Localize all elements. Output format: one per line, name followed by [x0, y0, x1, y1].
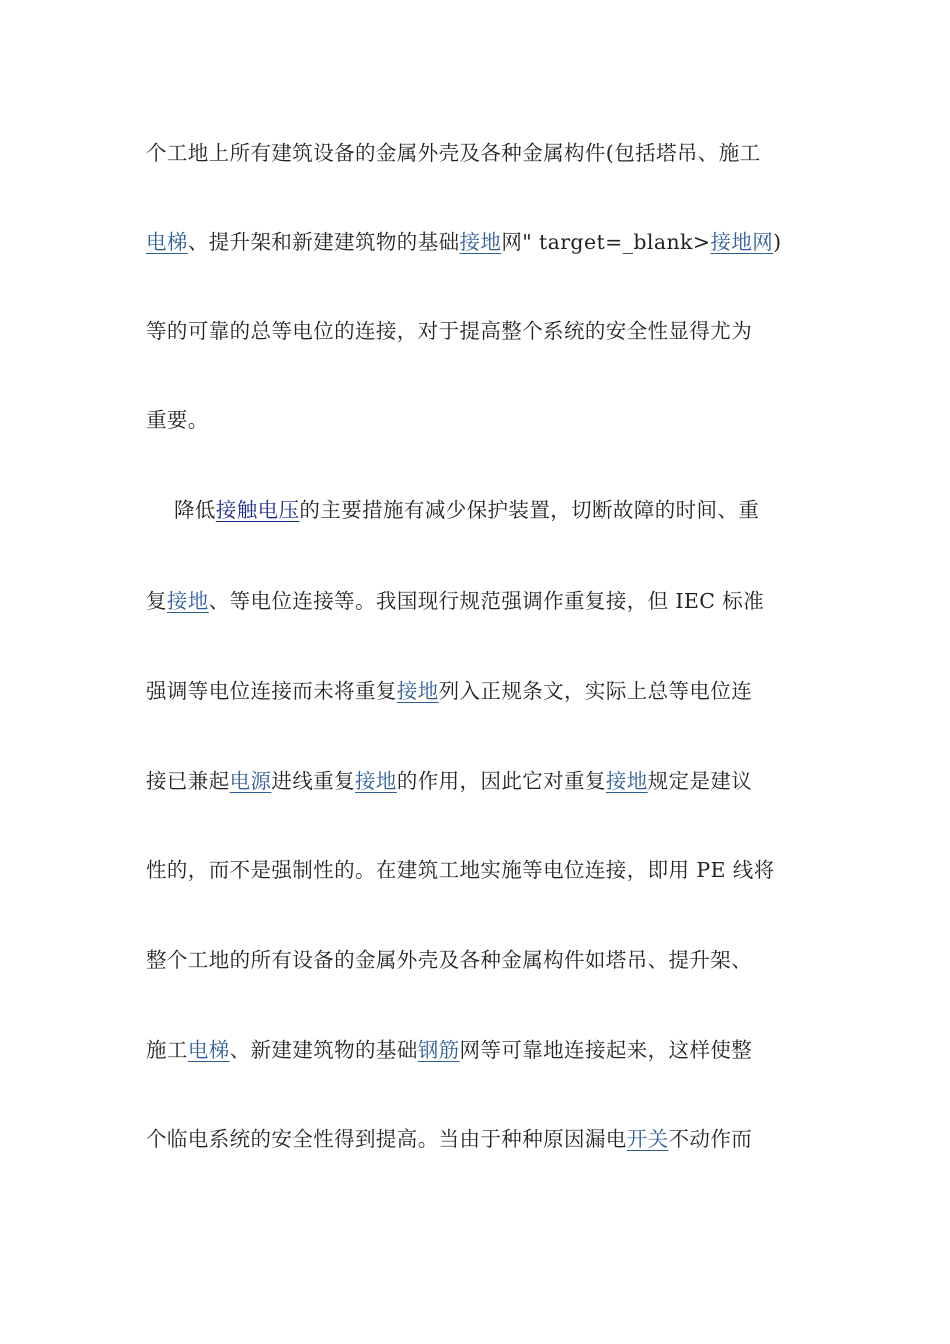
text-segment: 个临电系统的安全性得到提高。当由于种种原因漏电: [146, 1127, 627, 1151]
text-segment: 等的可靠的总等电位的连接，对于提高整个系统的安全性显得尤为: [146, 319, 753, 343]
text-segment: 接已兼起: [146, 769, 230, 793]
text-line: [146, 1119, 811, 1159]
hyperlink[interactable]: 接地: [605, 769, 648, 793]
text-line: [146, 940, 811, 980]
text-segment: 降低: [174, 498, 216, 522]
text-line: [146, 490, 811, 530]
text-segment: 列入正规条文，实际上总等电位连: [438, 679, 753, 703]
text-line: [146, 581, 811, 621]
hyperlink[interactable]: 接地: [459, 230, 502, 254]
text-segment: 个工地上所有建筑设备的金属外壳及各种金属构件(包括塔吊、施工: [146, 141, 761, 165]
text-segment: 、新建建筑物的基础: [229, 1038, 418, 1062]
hyperlink[interactable]: 开关: [626, 1127, 669, 1151]
text-segment: 规定是建议: [647, 769, 753, 793]
text-segment: 不动作而: [668, 1127, 753, 1151]
text-segment: 复: [146, 589, 167, 613]
text-segment: 进线重复: [271, 769, 356, 793]
text-line: [146, 850, 811, 890]
text-segment: 、提升架和新建建筑物的基础: [187, 230, 460, 254]
hyperlink[interactable]: 接地: [396, 679, 439, 703]
text-segment: 整个工地的所有设备的金属外壳及各种金属构件如塔吊、提升架、: [146, 948, 753, 972]
text-segment: 性的，而不是强制性的。在建筑工地实施等电位连接，即用 PE 线将: [146, 858, 775, 882]
hyperlink[interactable]: 电源: [229, 769, 272, 793]
hyperlink[interactable]: 接触电压: [215, 498, 300, 522]
text-segment: 、等电位连接等。我国现行规范强调作重复接，但 IEC 标准: [208, 589, 765, 613]
hyperlink[interactable]: 钢筋: [417, 1038, 460, 1062]
text-segment: 施工: [146, 1038, 188, 1062]
hyperlink[interactable]: 电梯: [187, 1038, 230, 1062]
text-line: [146, 400, 811, 440]
hyperlink[interactable]: 接地: [355, 769, 397, 793]
text-segment: 重要。: [146, 408, 209, 432]
hyperlink[interactable]: 接地: [166, 589, 209, 613]
text-line: [146, 311, 811, 351]
text-line: [146, 222, 811, 262]
hyperlink[interactable]: 接地网: [710, 230, 774, 254]
text-segment: 网" target=_blank>: [501, 230, 711, 254]
text-segment: 的主要措施有减少保护装置，切断故障的时间、重: [299, 498, 760, 522]
text-line: [146, 761, 811, 801]
hyperlink[interactable]: 电梯: [146, 230, 188, 254]
text-line: [146, 671, 811, 711]
text-segment: ): [773, 230, 782, 254]
text-segment: 网等可靠地连接起来，这样使整: [459, 1038, 753, 1062]
text-line: [146, 133, 811, 173]
text-segment: 的作用，因此它对重复: [396, 769, 606, 793]
text-line: [146, 1030, 811, 1070]
text-segment: 强调等电位连接而未将重复: [146, 679, 397, 703]
